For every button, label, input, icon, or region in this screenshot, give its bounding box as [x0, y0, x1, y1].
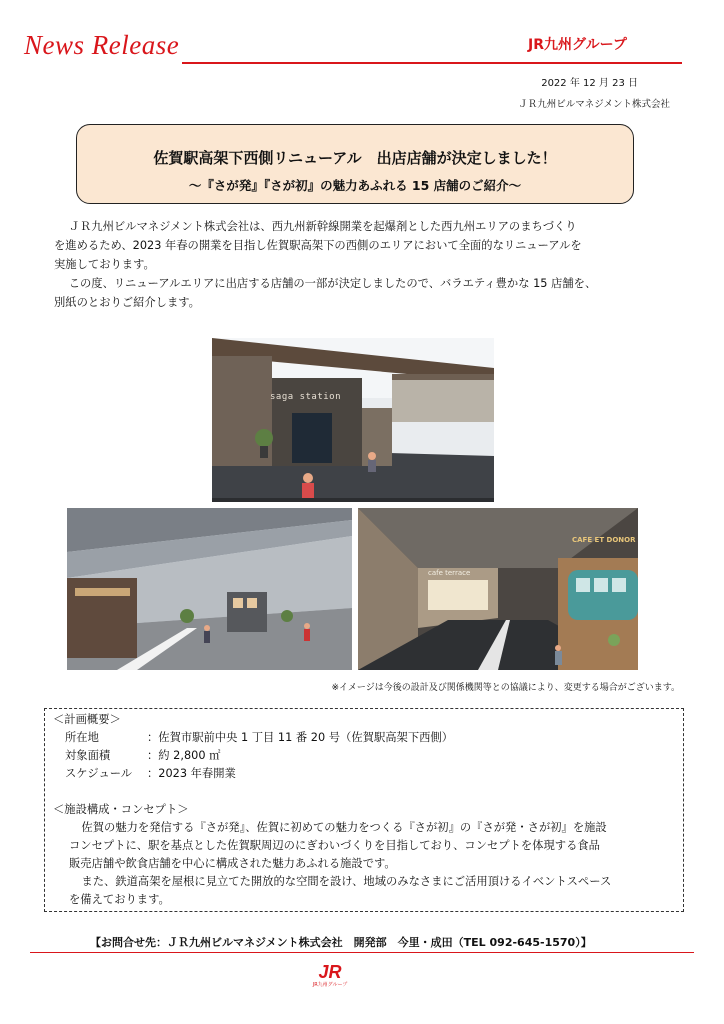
- footer-divider: [30, 952, 694, 953]
- jr-logo-caption: JR九州グループ: [312, 982, 348, 988]
- event-space-image: [67, 508, 352, 670]
- concept-text: [69, 819, 675, 909]
- intro-line: この度、リニューアルエリアに出店する店舗の一部が決定しましたので、バラエティ豊かな 15 店舗を、: [68, 277, 597, 290]
- concept-line: 販売店舗や飲食店舗を中心に構成された魅力あふれる施設です。: [69, 857, 396, 870]
- cafe-sign: cafe terrace: [428, 569, 471, 577]
- plan-row-label: スケジュール: [65, 767, 133, 780]
- intro-line: を進めるため、2023 年春の開業を目指し佐賀駅高架下の西側のエリアにおいて全面的なリニューアルを: [54, 239, 582, 252]
- intro-line: 別紙のとおりご紹介します。: [54, 296, 200, 309]
- station-exterior-image: [212, 338, 494, 502]
- subheadline: ～『さが発』『さが初』の魅力あふれる 15 店舗のご紹介～: [188, 178, 522, 193]
- concept-line: 佐賀の魅力を発信する『さが発』、佐賀に初めての魅力をつくる『さが初』の『さが発・さが初』を施設: [81, 821, 607, 834]
- concept-line: また、鉄道高架を屋根に見立てた開放的な空間を設け、地域のみなさまにご活用頂けるイベントスペース: [81, 875, 612, 888]
- headline: 佐賀駅高架下西側リニューアル 出店店舗が決定しました！: [153, 149, 557, 167]
- jr-logo: [310, 962, 350, 994]
- plan-row-value: ：2023 年春開業: [147, 767, 236, 780]
- plan-heading: ＜計画概要＞: [53, 713, 121, 726]
- intro-line: ＪＲ九州ビルマネジメント株式会社は、西九州新幹線開業を起爆剤とした西九州エリアのまちづくり: [68, 220, 577, 233]
- plan-row-label: 所在地: [65, 731, 99, 744]
- news-release-title: News Release: [24, 30, 180, 60]
- plan-row-label: 対象面積: [65, 749, 111, 762]
- intro-text: [54, 217, 672, 312]
- release-date: 2022 年 12 月 23 日: [541, 78, 638, 89]
- jr-logo-mark: JR: [318, 962, 342, 982]
- concept-line: を備えております。: [69, 893, 170, 906]
- cafe-street-image: [358, 508, 638, 670]
- image-note: ※イメージは今後の設計及び関係機関等との協議により、変更する場合がございます。: [331, 683, 680, 693]
- header-divider: [182, 62, 682, 64]
- concept-line: コンセプトに、駅を基点とした佐賀駅周辺のにぎわいづくりを目指しており、コンセプトを体現する食品: [69, 839, 600, 852]
- company-name: ＪＲ九州ビルマネジメント株式会社: [518, 99, 670, 110]
- headline-box: [76, 124, 634, 204]
- concept-heading: ＜施設構成・コンセプト＞: [53, 803, 189, 816]
- plan-row-value: ：約 2,800 ㎡: [147, 749, 221, 762]
- group-name: JR九州グループ: [528, 37, 627, 53]
- bus-sign: CAFE ET DONOR: [572, 536, 636, 544]
- plan-box: [44, 708, 684, 912]
- station-sign: saga station: [270, 392, 342, 402]
- intro-line: 実施しております。: [54, 258, 155, 271]
- contact-info: 【お問合せ先：ＪＲ九州ビルマネジメント株式会社 開発部 今里・成田（TEL 092-645-1570）】: [90, 936, 592, 949]
- plan-row-value: ：佐賀市駅前中央 1 丁目 11 番 20 号（佐賀駅高架下西側）: [147, 731, 454, 744]
